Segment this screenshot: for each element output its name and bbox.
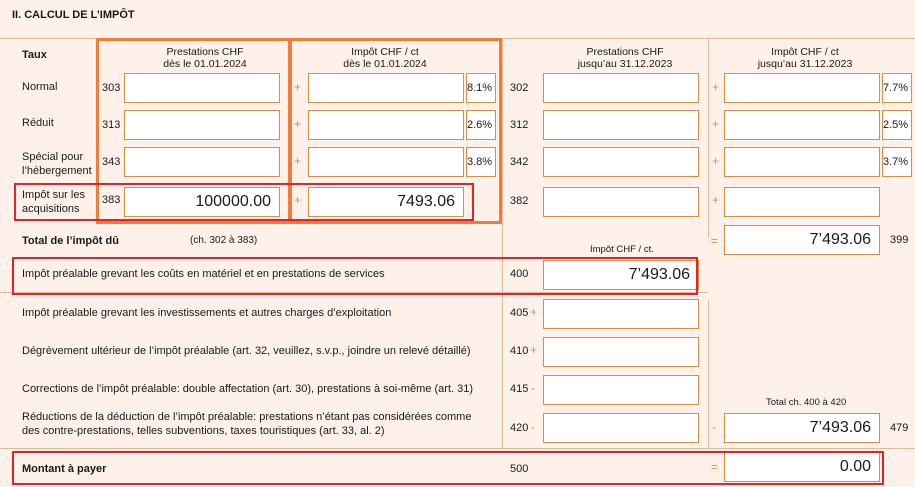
- prestations-383-input[interactable]: 100000.00: [124, 187, 280, 217]
- plus-sign: +: [712, 154, 720, 168]
- rate-3-8: 3.8%: [466, 147, 496, 177]
- code-303: 303: [102, 82, 121, 94]
- header-impot-old: Impôt CHF / ct jusqu’au 31.12.2023: [757, 46, 853, 70]
- equals-sign: =: [711, 460, 719, 474]
- code-382: 382: [510, 195, 529, 207]
- highlight-row-383: [14, 183, 474, 221]
- deduction-405-label: Impôt préalable grevant les investissements et autres charges d’exploitation: [22, 307, 392, 319]
- highlight-row-500: [12, 451, 884, 485]
- prestations-302-input[interactable]: [543, 73, 699, 103]
- row-label-acquisitions: Impôt sur les acquisitions: [22, 189, 85, 215]
- plus-sign: +: [712, 80, 720, 94]
- rate-8-1: 8.1%: [466, 73, 496, 103]
- highlight-row-400: [12, 257, 698, 295]
- total-note: (ch. 302 à 383): [190, 235, 258, 246]
- impot-382-input[interactable]: [724, 187, 880, 217]
- minus-sign: -: [712, 420, 716, 434]
- montant-field[interactable]: 0.00: [724, 452, 880, 482]
- deduction-415-label: Corrections de l’impôt préalable: double affectation (art. 30), prestations à soi-même (art. 31): [22, 383, 474, 395]
- minus-sign: -: [531, 381, 535, 395]
- prestations-312-input[interactable]: [543, 110, 699, 140]
- impot-342-input[interactable]: [724, 147, 880, 177]
- code-415: 415: [510, 383, 529, 395]
- code-383: 383: [102, 194, 121, 206]
- plus-sign: +: [294, 193, 302, 207]
- plus-sign: +: [530, 305, 538, 319]
- code-302: 302: [510, 82, 529, 94]
- total-impot-field[interactable]: 7’493.06: [724, 225, 880, 255]
- deduction-410-input[interactable]: [543, 337, 699, 367]
- impot-302-input[interactable]: [724, 73, 880, 103]
- impot-383-input[interactable]: 7493.06: [308, 187, 464, 217]
- code-405: 405: [510, 307, 529, 319]
- rate-2-5: 2.5%: [882, 110, 912, 140]
- total-deductions-field[interactable]: 7’493.06: [724, 413, 880, 443]
- rate-7-7: 7.7%: [882, 73, 912, 103]
- code-479: 479: [890, 422, 909, 434]
- plus-sign: +: [294, 117, 302, 131]
- deduction-415-input[interactable]: [543, 375, 699, 405]
- row-label-reduit: Réduit: [22, 117, 54, 129]
- divider: [502, 38, 503, 448]
- rate-2-6: 2.6%: [466, 110, 496, 140]
- code-342: 342: [510, 156, 529, 168]
- equals-sign: =: [711, 234, 719, 248]
- total-label: Total de l’impôt dû: [22, 235, 119, 247]
- deduction-420-input[interactable]: [543, 413, 699, 443]
- total-deductions-header: Total ch. 400 à 420: [766, 397, 847, 408]
- deduction-400-label: Impôt préalable grevant les coûts en matériel et en prestations de services: [22, 268, 385, 280]
- header-prestations-new: Prestations CHF dès le 01.01.2024: [163, 46, 247, 70]
- minus-sign: -: [531, 420, 535, 434]
- code-400: 400: [510, 268, 529, 280]
- deduction-420-label: Réductions de la déduction de l’impôt préalable: prestations n’étant pas considérées comme des contre-prestations, telles subventions, taxes touristiques (art. 33, al. 2): [22, 411, 472, 437]
- plus-sign: +: [294, 80, 302, 94]
- montant-label: Montant à payer: [22, 463, 107, 475]
- code-343: 343: [102, 156, 121, 168]
- plus-sign: +: [294, 154, 302, 168]
- plus-sign: +: [530, 343, 538, 357]
- plus-sign: +: [712, 193, 720, 207]
- section-title: II. CALCUL DE L’IMPÔT: [12, 9, 135, 21]
- deduction-400-input[interactable]: 7’493.06: [543, 260, 699, 290]
- deduction-405-input[interactable]: [543, 299, 699, 329]
- code-312: 312: [510, 119, 529, 131]
- divider: [708, 300, 709, 448]
- prestations-342-input[interactable]: [543, 147, 699, 177]
- code-500: 500: [510, 463, 529, 475]
- code-313: 313: [102, 119, 121, 131]
- impot-subheader: Impôt CHF / ct.: [590, 244, 654, 255]
- rate-3-7: 3.7%: [882, 147, 912, 177]
- divider: [0, 448, 915, 449]
- code-410: 410: [510, 345, 529, 357]
- header-prestations-old: Prestations CHF jusqu’au 31.12.2023: [577, 46, 673, 70]
- prestations-382-input[interactable]: [543, 187, 699, 217]
- plus-sign: +: [712, 117, 720, 131]
- row-label-normal: Normal: [22, 81, 58, 93]
- deduction-410-label: Dégrèvement ultérieur de l’impôt préalable (art. 32, veuillez, s.v.p., joindre un relevé détaillé): [22, 345, 471, 357]
- code-420: 420: [510, 422, 529, 434]
- header-impot-new: Impôt CHF / ct dès le 01.01.2024: [343, 46, 427, 70]
- impot-312-input[interactable]: [724, 110, 880, 140]
- code-399: 399: [890, 234, 909, 246]
- taux-header: Taux: [22, 49, 47, 61]
- row-label-special: Spécial pour l’hébergement: [22, 151, 92, 177]
